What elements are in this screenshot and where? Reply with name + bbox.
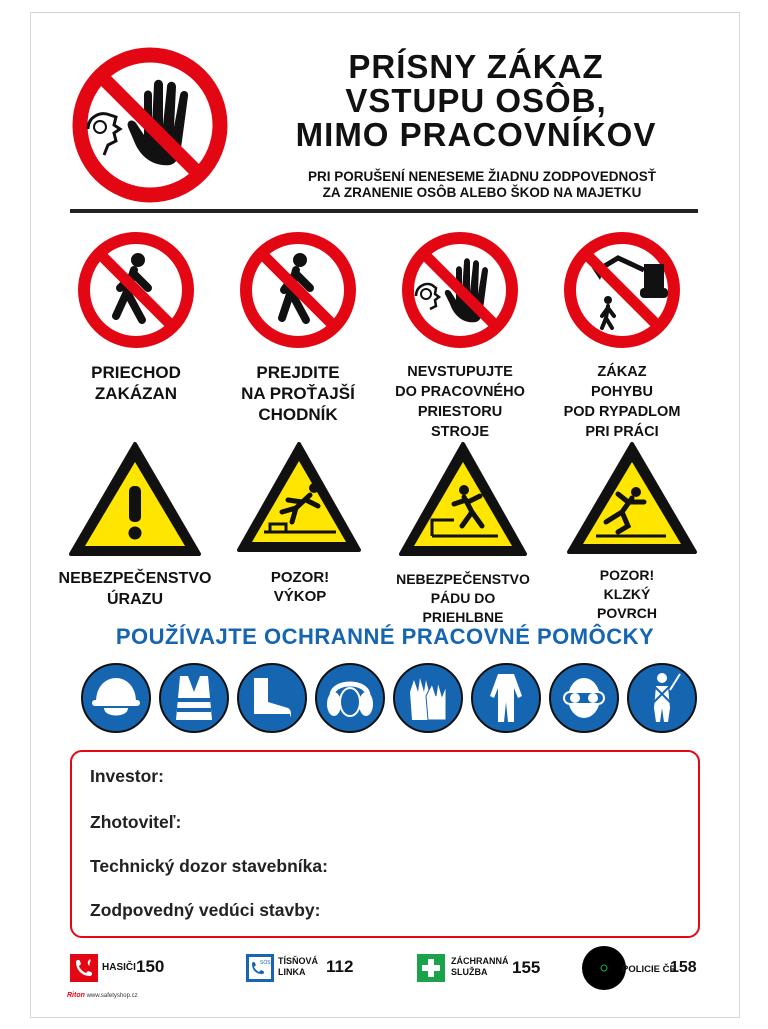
caption-line: NEVSTUPUJTE	[407, 364, 513, 380]
caption-line: POD RYPADLOM	[563, 404, 681, 420]
caption-line: PRI PRÁCI	[585, 424, 659, 440]
brand-logo: Riton	[67, 992, 85, 999]
safety-boots-icon	[236, 662, 308, 734]
sign-caption	[562, 566, 692, 623]
caption-line: NA PROŤAJŠÍ	[241, 384, 355, 403]
caption-line: POZOR!	[270, 569, 330, 586]
gloves-icon	[392, 662, 464, 734]
exclamation-warning-icon	[68, 440, 202, 560]
emergency-number: 155	[512, 958, 541, 977]
emergency-sos	[246, 954, 366, 984]
page-title	[246, 50, 706, 152]
caption-line: ÚRAZU	[107, 591, 163, 608]
divider	[70, 209, 698, 213]
sign-caption	[395, 362, 525, 442]
ppe-heading: POUŽÍVAJTE OCHRANNÉ PRACOVNÉ POMÔCKY	[115, 624, 655, 649]
fall-from-height-warning-icon	[398, 440, 528, 560]
sign-caption	[230, 568, 370, 606]
title-line: MIMO PRACOVNÍKOV	[295, 116, 657, 153]
caption-line: ZAKÁZAN	[94, 384, 178, 403]
caption-line: DO PRACOVNÉHO	[395, 384, 525, 400]
emergency-label-line: TÍSŇOVÁ	[278, 956, 319, 966]
website-text: www.safetyshop.cz	[86, 993, 138, 999]
no-entry-hand-icon	[70, 45, 230, 205]
emergency-number: 158	[670, 959, 697, 976]
project-info-box	[70, 750, 700, 938]
emergency-label	[278, 956, 318, 978]
svg-text:SOS: SOS	[260, 960, 271, 966]
emergency-number: 112	[326, 957, 354, 976]
slippery-surface-warning-icon	[566, 440, 698, 558]
hard-hat-icon	[80, 662, 152, 734]
safety-harness-icon	[626, 662, 698, 734]
caption-line: NEBEZPEČENSTVO	[396, 571, 530, 587]
technical-supervision-field: Technický dozor stavebníka:	[90, 856, 328, 876]
emergency-label-line: ZÁCHRANNÁ	[451, 956, 509, 966]
emergency-fire	[70, 954, 180, 984]
caption-line: STROJE	[430, 424, 489, 440]
sos-phone-icon	[246, 954, 274, 982]
caption-line: POHYBU	[590, 384, 654, 400]
footer-brand	[67, 992, 138, 999]
caption-line: PRIESTORU	[417, 404, 503, 420]
overalls-icon	[470, 662, 542, 734]
sign-caption	[557, 362, 687, 442]
emergency-label	[451, 956, 509, 978]
safety-goggles-icon	[548, 662, 620, 734]
site-manager-field: Zodpovedný vedúci stavby:	[90, 900, 321, 920]
sign-caption	[388, 570, 538, 627]
emergency-label-line: SLUŽBA	[451, 967, 488, 977]
sign-caption	[228, 362, 368, 425]
caption-line: VÝKOP	[273, 588, 327, 605]
no-excavator-zone-icon	[562, 230, 682, 350]
caption-line: PÁDU DO	[430, 590, 496, 606]
caption-line: KLZKÝ	[603, 586, 651, 602]
emergency-police	[582, 946, 702, 990]
subtitle-line: ZA ZRANENIE OSÔB ALEBO ŠKOD NA MAJETKU	[322, 185, 642, 200]
title-line: VSTUPU OSÔB,	[345, 82, 607, 119]
caption-line: PRIECHOD	[91, 363, 181, 382]
emergency-label-line: LINKA	[278, 967, 306, 977]
fire-phone-icon	[70, 954, 98, 982]
caption-line: PRIEHLBNE	[422, 609, 504, 625]
caption-line: PREJDITE	[256, 363, 340, 382]
liability-disclaimer	[262, 169, 702, 201]
emergency-number: 150	[136, 957, 165, 976]
subtitle-line: PRI PORUŠENÍ NENESEME ŽIADNU ZODPOVEDNOSŤ	[307, 169, 657, 184]
caption-line: POZOR!	[599, 567, 655, 583]
first-aid-cross-icon	[417, 954, 445, 982]
no-pedestrian-icon	[76, 230, 196, 350]
title-line: PRÍSNY ZÁKAZ	[348, 48, 604, 85]
pit-fall-warning-icon	[236, 440, 362, 556]
caption-line: POVRCH	[597, 605, 657, 621]
caption-line: CHODNÍK	[258, 405, 338, 424]
sign-caption	[55, 568, 215, 610]
ear-protection-icon	[314, 662, 386, 734]
police-badge-icon	[582, 946, 626, 990]
use-other-sidewalk-icon	[238, 230, 358, 350]
investor-field: Investor:	[90, 766, 164, 786]
ppe-icon-row	[80, 662, 700, 738]
caption-line: NEBEZPEČENSTVO	[58, 570, 212, 587]
hi-vis-vest-icon	[158, 662, 230, 734]
emergency-label: POLICIE ČR	[622, 964, 677, 975]
contractor-field: Zhotoviteľ:	[90, 812, 182, 832]
no-entry-hand-icon	[400, 230, 520, 350]
caption-line: ZÁKAZ	[597, 364, 647, 380]
emergency-label: HASIČI	[102, 962, 136, 973]
emergency-ambulance	[417, 954, 547, 984]
sign-caption	[76, 362, 196, 404]
